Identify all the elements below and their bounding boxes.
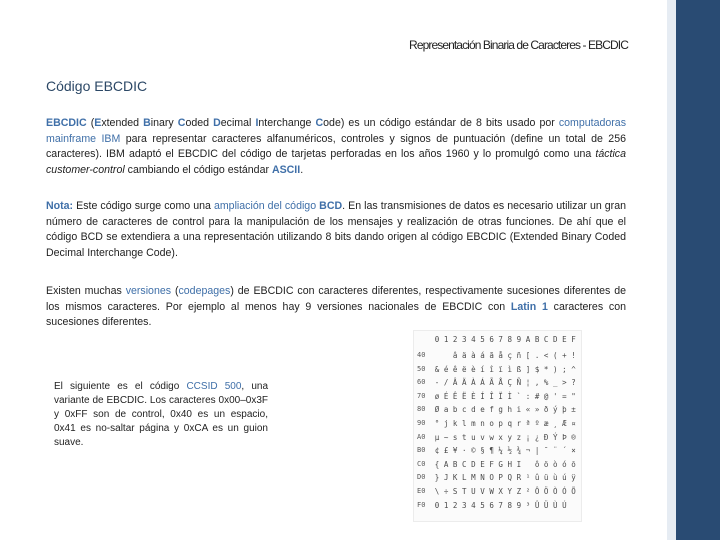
table-cell: 9 [516, 500, 522, 510]
table-cell: é [443, 364, 449, 374]
table-cell: ì [507, 364, 513, 374]
table-cell: ; [562, 364, 567, 374]
acronym-letter-e: E [94, 117, 102, 129]
table-cell: H [507, 459, 513, 469]
table-cell: ^ [571, 364, 576, 374]
table-cell: | [534, 446, 540, 456]
link-latin-1[interactable]: Latin 1 [510, 300, 548, 313]
table-cell: Ê [452, 391, 458, 401]
table-cell: D [471, 459, 476, 469]
table-row-label: C0 [417, 459, 426, 468]
table-column-header: F [571, 335, 576, 344]
table-cell: º [534, 419, 540, 428]
paragraph-ebcdic-definition [46, 116, 626, 178]
emphasis-tactica: táctica customer-control [46, 148, 626, 176]
table-cell: q [507, 419, 513, 428]
table-cell: " [571, 391, 576, 401]
table-cell: ý [553, 405, 558, 415]
table-row-label: A0 [417, 432, 426, 441]
table-row-label: 60 [417, 378, 426, 387]
table-cell: I [516, 459, 522, 469]
table-column-header: B [534, 335, 540, 344]
sidebar-stripe-light [667, 0, 676, 540]
table-cell: . [534, 351, 540, 360]
table-cell: C [462, 459, 467, 469]
table-cell: Ú [562, 500, 567, 510]
table-cell: 1 [443, 500, 449, 510]
table-cell: Ä [462, 378, 467, 388]
table-cell: È [471, 391, 476, 401]
table-cell: 3 [462, 500, 467, 510]
table-cell: á [480, 351, 485, 360]
table-cell: Ò [553, 487, 558, 496]
table-cell: Q [507, 473, 513, 483]
table-cell: o [489, 419, 494, 428]
table-cell: g [498, 405, 503, 415]
table-cell: ¬ [525, 446, 531, 456]
table-cell: v [480, 432, 485, 442]
table-cell: ã [489, 351, 494, 360]
table-cell: : [525, 391, 531, 401]
table-cell: ½ [507, 446, 513, 456]
table-cell: [ [525, 351, 531, 360]
table-cell: R [516, 473, 522, 483]
table-cell: d [471, 405, 476, 415]
table-cell: ¹ [525, 473, 531, 483]
table-cell: w [489, 432, 494, 442]
text-span: ( [171, 285, 179, 297]
table-cell: = [562, 391, 567, 401]
table-cell: ú [562, 473, 567, 483]
table-cell: s [452, 432, 458, 442]
text-span: , una variante de EBCDIC. Los caracteres 0x00–0x3F y 0xFF son de control, 0x40 es un espacio, 0x41 es no-saltar página y 0xCA es un guion suave. [54, 381, 269, 448]
table-cell: Ü [543, 500, 549, 510]
table-cell: j [443, 419, 449, 428]
text-span: ) de EBCDIC con caracteres diferentes, respectivamente sucesiones diferentes de los mismos caracteres. Por ejemplo al menos hay 9 versiones nacionales de EBCDIC con [46, 285, 626, 313]
table-column-header: E [562, 335, 567, 344]
table-cell: ´ [562, 446, 567, 456]
table-cell: P [498, 473, 503, 483]
table-column-header: 7 [498, 335, 503, 344]
text-span: ( [86, 117, 95, 129]
table-cell: ' [553, 391, 558, 401]
table-cell: E [480, 459, 485, 469]
table-cell: ² [525, 487, 531, 496]
table-cell: ï [498, 364, 503, 374]
table-cell: ¾ [516, 446, 522, 456]
table-cell: Ì [507, 391, 513, 401]
table-cell: V [480, 487, 485, 496]
table-cell: _ [553, 378, 558, 388]
table-cell: x [498, 432, 503, 442]
table-cell: ] [525, 364, 531, 374]
table-cell: ~ [443, 432, 449, 442]
table-cell: L [462, 473, 467, 483]
table-cell: / [443, 378, 449, 388]
table-cell: e [480, 405, 485, 415]
table-cell: Ö [543, 487, 549, 496]
table-cell: ¤ [571, 419, 576, 428]
table-cell: Ý [553, 432, 558, 442]
table-cell: µ [434, 432, 440, 442]
table-cell: « [525, 405, 531, 415]
table-cell: í [480, 364, 485, 374]
table-cell: 8 [507, 500, 513, 510]
table-row-label: B0 [417, 446, 426, 455]
table-cell: r [516, 419, 522, 428]
table-cell: ¡ [525, 432, 531, 442]
table-column-header: 1 [443, 335, 449, 344]
text-span: cambiando el código estándar [124, 163, 272, 176]
table-cell: Ô [534, 487, 540, 496]
table-cell: O [489, 473, 494, 483]
link-computadoras-mainframe-ibm[interactable]: computadoras mainframe IBM [46, 117, 626, 145]
table-cell: ÷ [443, 487, 449, 496]
table-cell: â [452, 351, 458, 360]
table-cell: ¢ [434, 446, 440, 456]
table-cell: þ [562, 405, 567, 415]
text-span: inary [150, 117, 178, 129]
table-cell: ® [571, 432, 576, 442]
table-cell: G [498, 459, 503, 469]
table-cell: Z [516, 487, 522, 496]
table-row-label: 40 [417, 351, 426, 359]
table-cell: ¥ [452, 446, 458, 456]
table-cell: × [571, 446, 576, 456]
table-cell: ¶ [489, 446, 494, 456]
table-cell: - [434, 378, 440, 388]
table-cell: û [534, 473, 540, 483]
table-cell: ª [525, 419, 531, 428]
table-row-label: F0 [417, 500, 426, 509]
term-ebcdic: EBCDIC [46, 117, 87, 129]
table-cell: M [471, 473, 476, 483]
slide-title: Representación Binaria de Caracteres - EBCDIC [409, 38, 628, 52]
table-cell: ³ [525, 500, 531, 510]
table-cell: É [443, 391, 449, 401]
link-versiones[interactable]: versiones [125, 285, 172, 297]
table-cell: z [516, 432, 522, 442]
table-cell: Õ [571, 487, 576, 496]
text-span: ecimal [220, 117, 256, 129]
table-cell: ) [553, 364, 558, 374]
acronym-letter-d: D [213, 117, 221, 129]
table-cell: A [443, 459, 449, 469]
text-span: nterchange [258, 117, 316, 129]
section-heading: Código EBCDIC [46, 78, 148, 94]
table-cell: ? [571, 378, 576, 388]
table-cell: Ñ [516, 378, 522, 388]
table-cell: 7 [498, 500, 503, 510]
table-cell: 4 [471, 500, 476, 510]
table-cell: Þ [562, 432, 567, 442]
table-column-header: 0 [434, 335, 440, 344]
table-cell: % [543, 378, 549, 388]
table-column-header: 2 [452, 335, 458, 344]
table-cell: ¸ [553, 419, 558, 428]
table-cell: § [480, 446, 485, 456]
table-cell: Í [480, 391, 485, 401]
table-cell: Æ [562, 419, 567, 428]
table-cell: ! [571, 351, 576, 360]
link-ampliacion-bcd[interactable]: ampliación del código [213, 200, 320, 212]
table-cell: K [452, 473, 458, 483]
table-cell: # [534, 391, 540, 401]
table-cell: ÿ [571, 473, 576, 483]
table-cell: X [498, 487, 503, 496]
table-cell: $ [534, 364, 540, 374]
table-cell: @ [543, 391, 549, 401]
caption-ccsid [54, 380, 268, 450]
table-cell: ç [507, 351, 513, 360]
table-cell: ¨ [553, 446, 558, 456]
table-cell: Î [489, 391, 494, 401]
table-cell: » [534, 405, 540, 415]
table-cell: Ï [498, 391, 503, 401]
table-cell: a [443, 405, 449, 415]
table-row-label: 80 [417, 405, 426, 414]
table-cell: Û [534, 500, 540, 510]
table-cell: < [543, 351, 549, 360]
table-cell: , [534, 378, 540, 388]
table-cell: \ [434, 487, 440, 496]
table-cell: u [471, 432, 476, 442]
table-cell: î [489, 364, 494, 374]
table-cell: & [434, 364, 440, 374]
table-cell: æ [543, 419, 549, 428]
table-cell: i [516, 405, 522, 415]
table-cell: + [562, 351, 567, 360]
table-cell: Ù [553, 500, 558, 510]
text-span: para representar caracteres alfanuméricos, controles y signos de puntuación (define un total de 256 caracteres). IBM adaptó el EBCDIC del código de tarjetas perforadas en los años 1960 y lo promulgó como una [46, 132, 626, 160]
table-cell: õ [571, 459, 576, 469]
table-cell: Ø [434, 405, 440, 415]
table-cell: ñ [516, 351, 522, 360]
table-cell: ` [516, 391, 522, 401]
table-cell: Ç [507, 378, 513, 388]
acronym-letter-i: I [255, 117, 259, 129]
ebcdic-code-table [413, 330, 582, 522]
table-row-label: E0 [417, 487, 426, 495]
table-cell: ö [543, 459, 549, 469]
table-cell: ° [434, 419, 440, 428]
table-cell: F [489, 459, 494, 469]
table-row-label: 50 [417, 364, 426, 373]
table-cell: k [452, 419, 458, 428]
table-cell: À [471, 378, 476, 388]
table-cell: U [471, 487, 476, 496]
table-column-header: 9 [516, 335, 522, 344]
table-cell: · [462, 446, 467, 456]
table-cell: ü [543, 473, 549, 483]
link-bcd[interactable]: BCD [319, 200, 343, 212]
table-cell: y [507, 432, 513, 442]
table-column-header: A [525, 335, 531, 344]
table-row-label: 90 [417, 419, 426, 427]
acronym-letter-c2: C [315, 117, 324, 129]
table-cell: ß [516, 364, 522, 374]
text-span: . En las transmisiones de datos es necesario utilizar un gran número de caracteres de control para la manipulación de los mensajes y realización de otras funciones. De ahí que el código BCD se extendiera a una representación utilizando 8 bits dando origen al código EBCDIC (Extended Binary Coded Decimal Interchange Code). [46, 200, 626, 259]
table-cell: J [443, 473, 449, 483]
table-cell: f [489, 405, 494, 415]
table-column-header: 4 [471, 335, 476, 344]
text-span: xtended [101, 117, 144, 129]
table-cell: S [452, 487, 458, 496]
table-cell: è [471, 364, 476, 374]
table-cell: b [452, 405, 458, 415]
sidebar-stripe-dark [676, 0, 720, 540]
link-ascii[interactable]: ASCII [271, 163, 301, 176]
table-cell: ¼ [498, 446, 503, 456]
table-cell: p [498, 419, 503, 428]
table-cell: Ã [489, 378, 494, 388]
table-cell: > [562, 378, 567, 388]
paragraph-versiones [46, 284, 626, 331]
table-cell: } [434, 473, 440, 483]
table-cell: { [434, 459, 440, 469]
table-cell: t [462, 432, 467, 442]
table-cell: ê [452, 364, 458, 374]
text-span: . [300, 163, 304, 176]
table-cell: ô [534, 459, 540, 469]
text-span: caracteres con sucesiones diferentes. [46, 300, 626, 328]
table-cell: n [480, 419, 485, 428]
table-cell: ó [562, 459, 567, 469]
link-ccsid-500[interactable]: CCSID 500 [186, 381, 242, 392]
table-cell: Á [480, 378, 485, 388]
table-cell: N [480, 473, 485, 483]
table-cell: ë [462, 364, 467, 374]
table-cell: 0 [434, 500, 440, 510]
table-cell: ù [553, 473, 558, 483]
table-cell: ¦ [525, 378, 531, 388]
table-cell: ò [553, 459, 558, 469]
acronym-letter-b: B [143, 117, 151, 129]
nota-label: Nota: [46, 200, 74, 212]
table-cell: Ð [543, 432, 549, 442]
table-cell: ( [553, 351, 558, 360]
table-cell: ¯ [543, 446, 549, 456]
table-cell: ¿ [534, 432, 540, 442]
text-span: Existen muchas [46, 285, 126, 297]
table-cell: à [471, 351, 476, 360]
table-column-header: D [553, 335, 558, 344]
table-column-header: 3 [462, 335, 467, 344]
table-column-header: 8 [507, 335, 513, 344]
text-span: El siguiente es el código [54, 381, 187, 392]
table-cell: å [498, 351, 503, 360]
table-cell: W [489, 487, 494, 496]
table-row-label: D0 [417, 473, 426, 482]
text-span: oded [185, 117, 214, 129]
link-codepages[interactable]: codepages [178, 285, 231, 297]
table-cell: £ [443, 446, 449, 456]
text-span: ode) es un código estándar de 8 bits usado por [323, 117, 559, 129]
table-cell: ± [571, 405, 576, 415]
table-cell: 2 [452, 500, 458, 510]
table-row-label: 70 [417, 391, 426, 400]
table-cell: 5 [480, 500, 485, 510]
table-cell: Å [498, 378, 503, 388]
table-cell: l [462, 419, 467, 428]
table-cell: Y [507, 487, 513, 496]
table-cell: ä [462, 351, 467, 360]
table-column-header: 6 [489, 335, 494, 344]
table-cell: ø [434, 391, 440, 401]
table-cell: Ó [562, 487, 567, 496]
table-cell: © [471, 446, 476, 456]
table-cell: ð [543, 405, 549, 415]
table-cell: T [462, 487, 467, 496]
table-column-header: C [543, 335, 549, 344]
table-cell: B [452, 459, 458, 469]
text-span: Este código surge como una [73, 200, 214, 212]
table-column-header: 5 [480, 335, 485, 344]
table-cell: 6 [489, 500, 494, 510]
table-cell: Ë [462, 391, 467, 401]
table-cell: * [543, 364, 549, 374]
table-cell: c [462, 405, 467, 415]
paragraph-nota [46, 199, 626, 261]
table-cell: Â [452, 378, 458, 388]
table-cell: m [471, 419, 476, 428]
table-cell: h [507, 405, 513, 415]
acronym-letter-c: C [177, 117, 186, 129]
